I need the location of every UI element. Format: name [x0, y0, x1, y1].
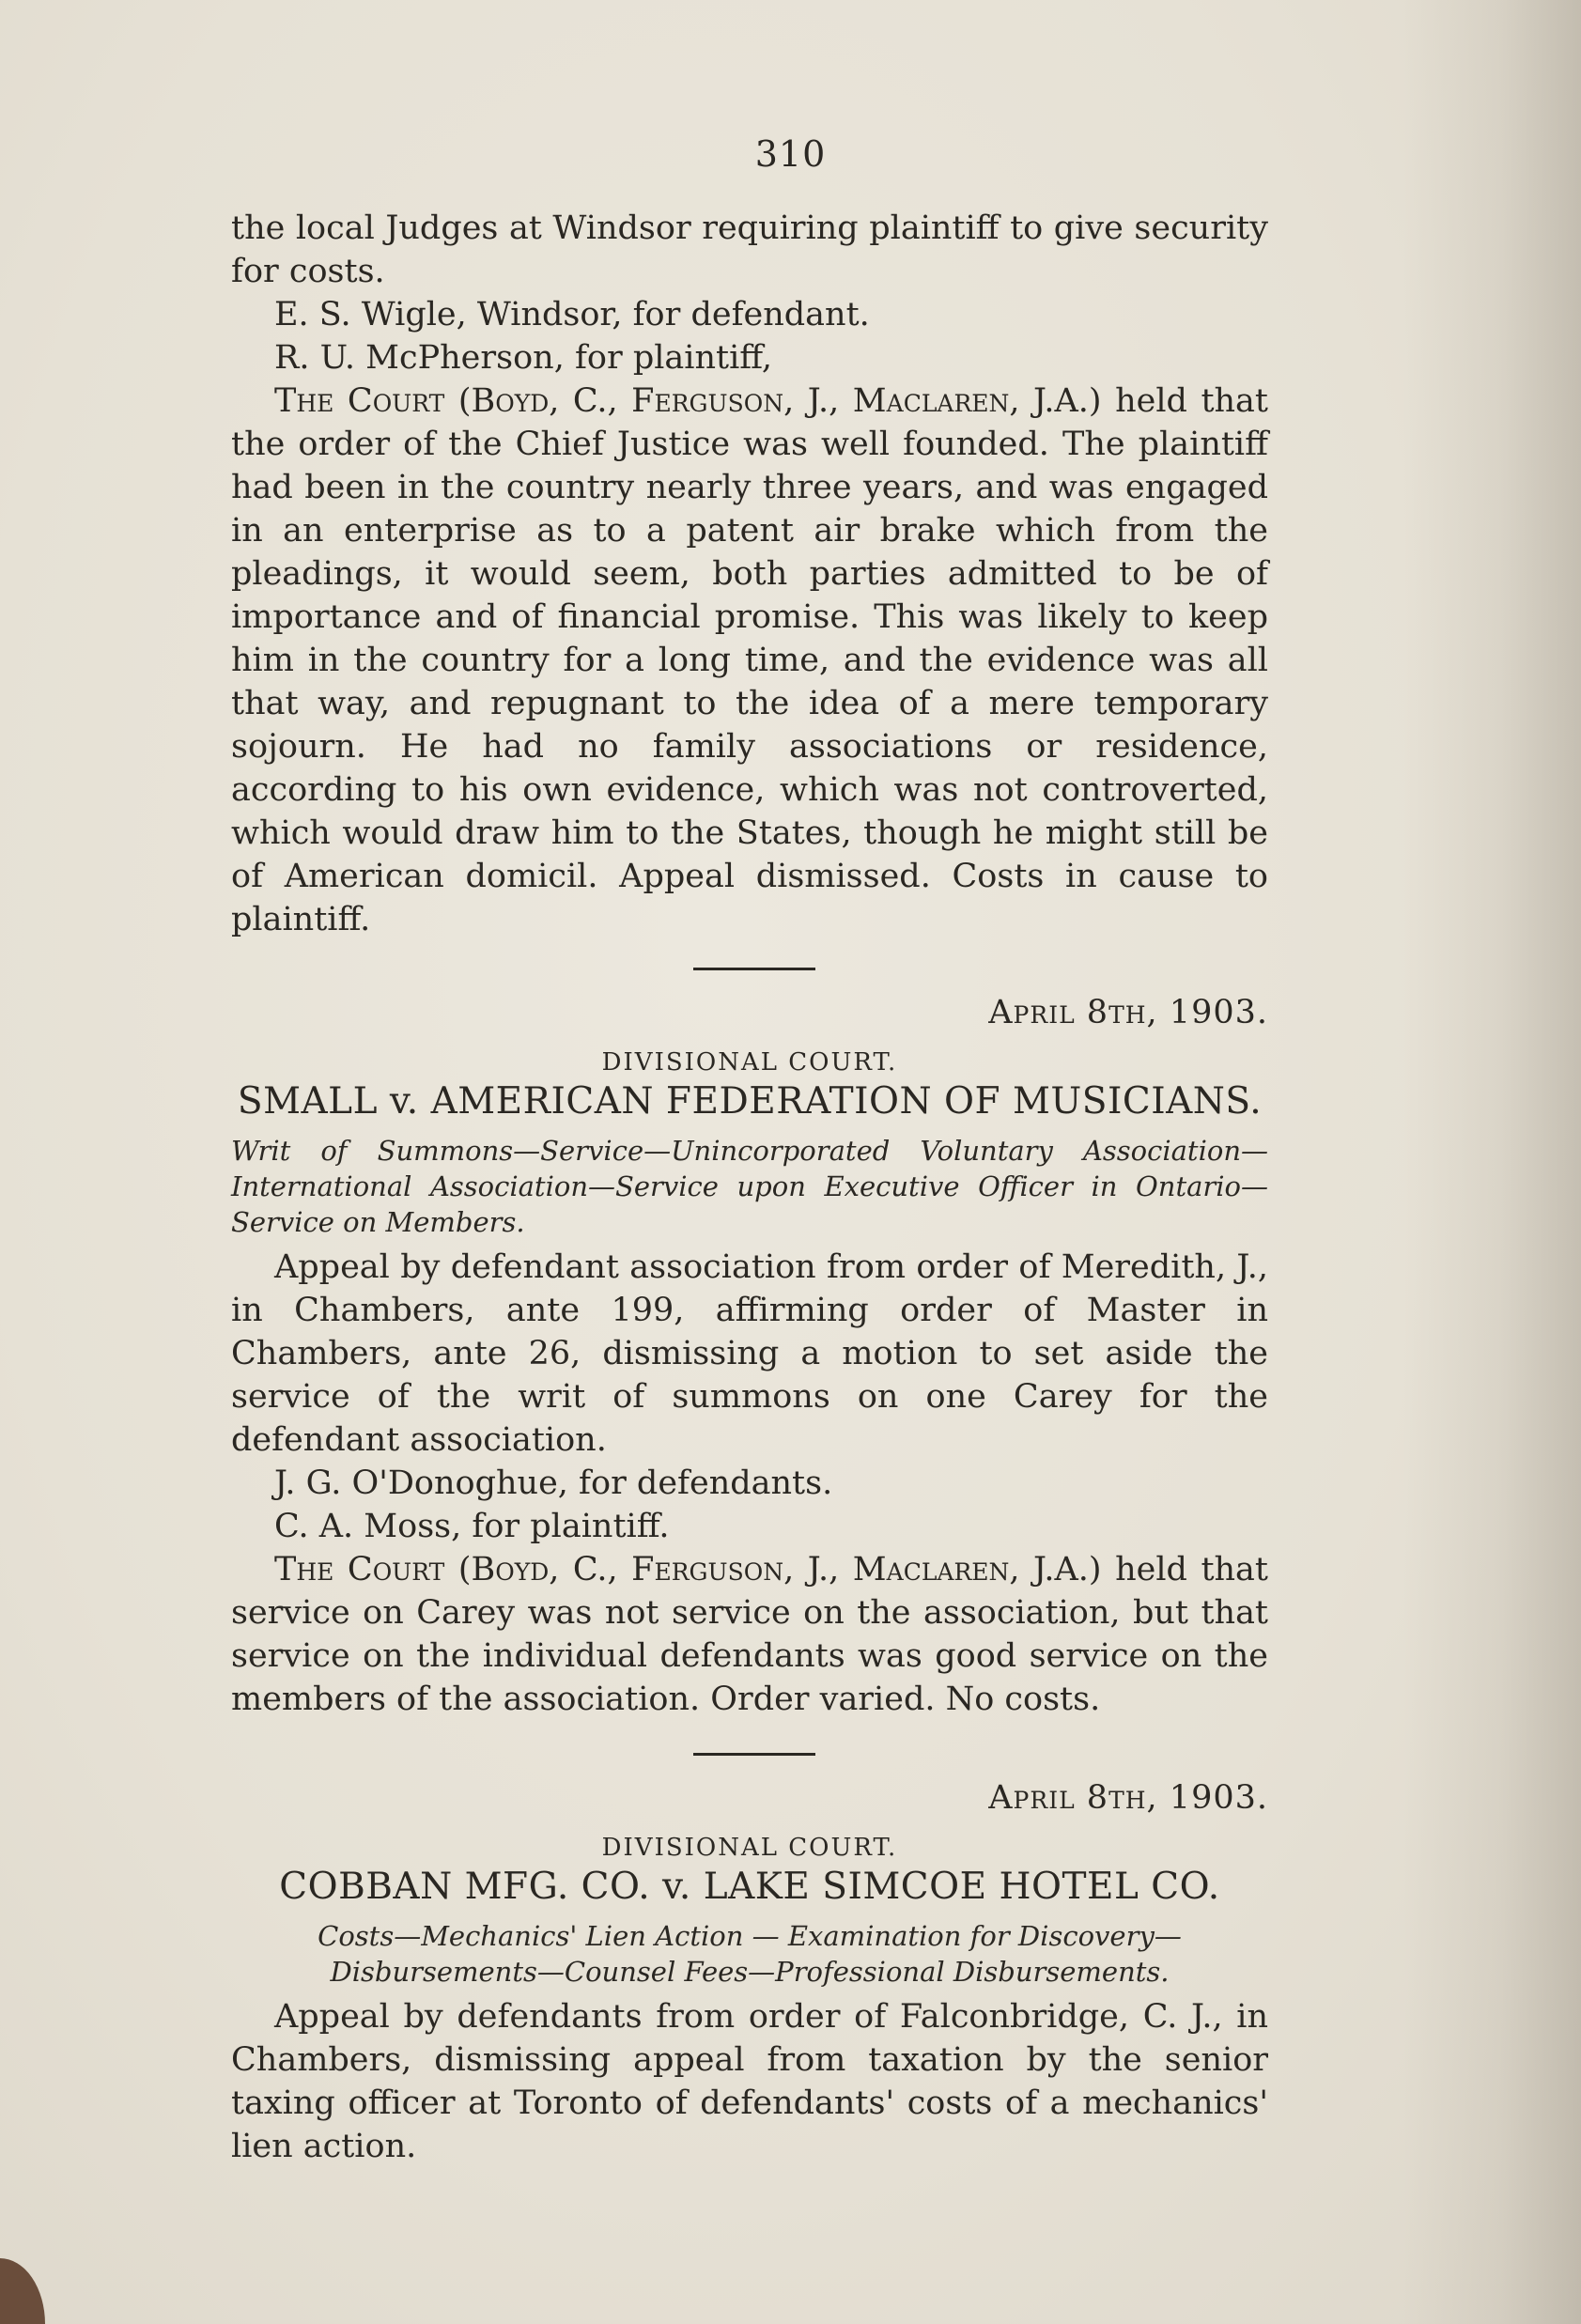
section-rule: [693, 1753, 815, 1756]
counsel-line: C. A. Moss, for plaintiff.: [274, 1508, 670, 1545]
paragraph: Appeal by defendant association from order of Meredith, J., in Chambers, ante 199, affirming order of Master in Chambers, ante 26, dismissing a motion to set aside the service of the writ of summons on one Carey for the defendant association.: [231, 1248, 1268, 1459]
case-title: COBBAN MFG. CO. v. LAKE SIMCOE HOTEL CO.: [279, 1866, 1220, 1908]
continued-case: [231, 207, 1268, 941]
head-note: Costs—Mechanics' Lien Action — Examination for Discovery—Disbursements—Counsel Fees—Professional Disbursements.: [318, 1920, 1182, 1988]
counsel-line: R. U. McPherson, for plaintiff,: [274, 339, 773, 377]
judgment-paragraph: [231, 380, 1268, 941]
case-small-v-american-federation: [231, 964, 1268, 1734]
counsel-line: E. S. Wigle, Windsor, for defendant.: [274, 296, 870, 333]
case-date: April 8th, 1903.: [988, 1779, 1268, 1817]
case-body: [231, 1246, 1268, 1721]
court-label: DIVISIONAL COURT.: [601, 1048, 898, 1077]
binding-corner: [0, 2258, 45, 2324]
counsel-line: J. G. O'Donoghue, for defendants.: [274, 1464, 833, 1502]
page-edge-shadow: [1403, 0, 1581, 2324]
case-body: [231, 1995, 1268, 2168]
judgment-paragraph: [231, 1548, 1268, 1721]
section-rule: [693, 968, 815, 970]
court-smallcaps: The Court (Boyd, C., Ferguson, J., Maclaren, J.A.): [274, 382, 1102, 420]
case-cobban-v-lake-simcoe: [231, 1753, 1268, 2166]
paragraph: Appeal by defendants from order of Falconbridge, C. J., in Chambers, dismissing appeal from taxation by the senior taxing officer at Toronto of defendants' costs of a mechanics' lien action.: [231, 1998, 1268, 2165]
case-date: April 8th, 1903.: [988, 994, 1268, 1031]
judgment-text: held that service on Carey was not service on the association, but that service on the individual defendants was good service on the members of the association. Order varied. No costs.: [231, 1551, 1268, 1718]
paragraph: the local Judges at Windsor requiring plaintiff to give security for costs.: [231, 209, 1268, 290]
head-note: Writ of Summons—Service—Unincorporated Voluntary Association—International Association—Service upon Executive Officer in Ontario—Service on Members.: [231, 1135, 1268, 1238]
case-title: SMALL v. AMERICAN FEDERATION OF MUSICIANS.: [237, 1080, 1263, 1123]
court-smallcaps: The Court (Boyd, C., Ferguson, J., Maclaren, J.A.): [274, 1551, 1102, 1588]
judgment-text: held that the order of the Chief Justice was well founded. The plaintiff had been in the country nearly three years, and was engaged in an enterprise as to a patent air brake which from the pleadings, it would seem, both parties admitted to be of importance and of financial promise. This was likely to keep him in the country for a long time, and the evidence was all that way, and repugnant to the idea of a mere temporary sojourn. He had no family associations or residence, according to his own evidence, which was not controverted, which would draw him to the States, though he might still be of American domicil. Appeal dismissed. Costs in cause to plaintiff.: [231, 382, 1268, 938]
page-number: 310: [754, 133, 827, 175]
court-label: DIVISIONAL COURT.: [601, 1834, 898, 1862]
